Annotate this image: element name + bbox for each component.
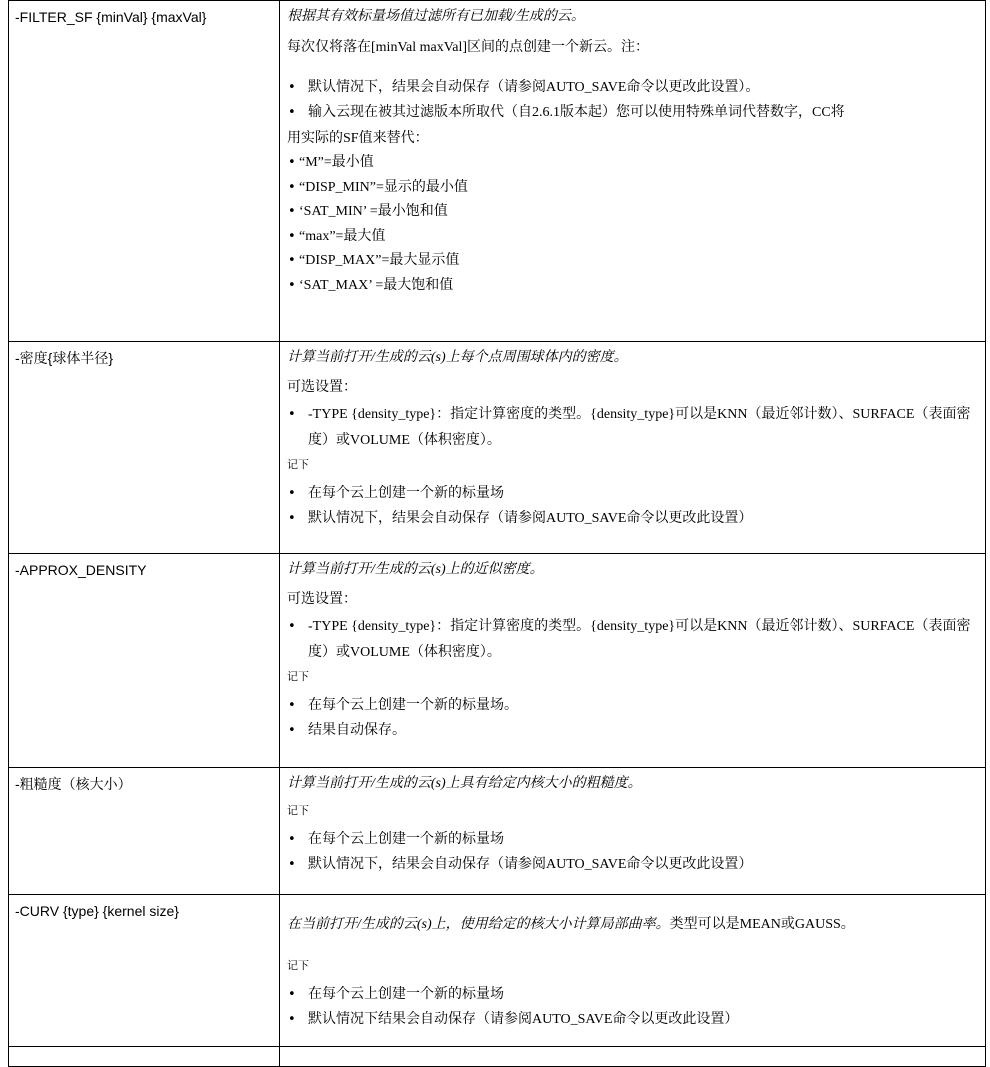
list-item: • -TYPE {density_type}：指定计算密度的类型。{density_type}可以是KNN（最近邻计数）、SURFACE（表面密度）或VOLUME（体积密度）。: [287, 614, 979, 666]
table-row: [9, 554, 986, 768]
command-description: 计算当前打开/生成的云(s)上每个点周围球体内的密度。: [287, 350, 628, 365]
command-description-cell: [280, 1, 986, 342]
note-label: 记下: [287, 671, 309, 683]
list-item: • 在每个云上创建一个新的标量场: [287, 482, 979, 507]
list-item: • 默认情况下结果会自动保存（请参阅AUTO_SAVE命令以更改此设置）: [287, 1008, 979, 1033]
table-row: [9, 1, 986, 342]
special-values-list: [287, 151, 979, 298]
table-row: [9, 895, 986, 1047]
command-name-cell: [9, 768, 280, 895]
list-item: • ‘SAT_MIN’ =最小饱和值: [287, 200, 979, 225]
command-description-cell: [280, 1047, 986, 1067]
command-name-cell: [9, 895, 280, 1047]
list-item: • 在每个云上创建一个新的标量场: [287, 828, 979, 853]
notes-list: [287, 76, 979, 125]
optional-settings-label: 可选设置：: [287, 592, 357, 607]
optional-settings-label: 可选设置：: [287, 380, 357, 395]
notes-list: [287, 482, 979, 531]
command-name-cell: [9, 554, 280, 768]
list-item: • 结果自动保存。: [287, 719, 979, 744]
description-paragraph: 用实际的SF值来替代：: [287, 131, 429, 146]
options-list: [287, 614, 979, 666]
command-description-cell: [280, 554, 986, 768]
list-item: • “DISP_MIN”=显示的最小值: [287, 176, 979, 201]
command-description: 计算当前打开/生成的云(s)上的近似密度。: [287, 562, 544, 577]
list-item: • 在每个云上创建一个新的标量场: [287, 983, 979, 1008]
notes-list: [287, 828, 979, 877]
list-item: • 默认情况下，结果会自动保存（请参阅AUTO_SAVE命令以更改此设置）。: [287, 76, 979, 101]
options-list: [287, 402, 979, 454]
list-item: • “DISP_MAX”=最大显示值: [287, 249, 979, 274]
description-paragraph: 每次仅将落在[minVal maxVal]区间的点创建一个新云。注：: [287, 40, 650, 55]
command-name: -粗糙度（核大小）: [15, 776, 132, 792]
command-name-cell: [9, 342, 280, 554]
list-item: • 默认情况下，结果会自动保存（请参阅AUTO_SAVE命令以更改此设置）: [287, 507, 979, 532]
list-item: • 在每个云上创建一个新的标量场。: [287, 694, 979, 719]
command-description-cell: [280, 342, 986, 554]
note-label: 记下: [287, 459, 309, 471]
command-name: -CURV {type} {kernel size}: [15, 903, 179, 919]
command-name-cell: [9, 1, 280, 342]
list-item: • ‘SAT_MAX’ =最大饱和值: [287, 274, 979, 299]
notes-list: [287, 983, 979, 1032]
list-item: • 默认情况下，结果会自动保存（请参阅AUTO_SAVE命令以更改此设置）: [287, 853, 979, 878]
command-name-cell: [9, 1047, 280, 1067]
table-row: [9, 1047, 986, 1067]
command-name: -APPROX_DENSITY: [15, 562, 147, 578]
note-label: 记下: [287, 960, 309, 972]
list-item: • 输入云现在被其过滤版本所取代（自2.6.1版本起）您可以使用特殊单词代替数字，CC将: [287, 101, 979, 126]
command-description: 计算当前打开/生成的云(s)上具有给定内核大小的粗糙度。: [287, 776, 642, 791]
command-description: 在当前打开/生成的云(s)上，使用给定的核大小计算局部曲率。类型可以是MEAN或GAUSS。: [287, 917, 855, 932]
command-table: [8, 0, 986, 1067]
table-row: [9, 342, 986, 554]
command-description-cell: [280, 768, 986, 895]
note-label: 记下: [287, 805, 309, 817]
notes-list: [287, 694, 979, 743]
list-item: • “max”=最大值: [287, 225, 979, 250]
command-name: -密度{球体半径}: [15, 350, 114, 366]
list-item: • “M”=最小值: [287, 151, 979, 176]
command-name: -FILTER_SF {minVal} {maxVal}: [15, 9, 207, 25]
command-description: 根据其有效标量场值过滤所有已加载/生成的云。: [287, 9, 585, 24]
table-row: [9, 768, 986, 895]
list-item: • -TYPE {density_type}：指定计算密度的类型。{density_type}可以是KNN（最近邻计数）、SURFACE（表面密度）或VOLUME（体积密度）。: [287, 402, 979, 454]
command-description-cell: [280, 895, 986, 1047]
